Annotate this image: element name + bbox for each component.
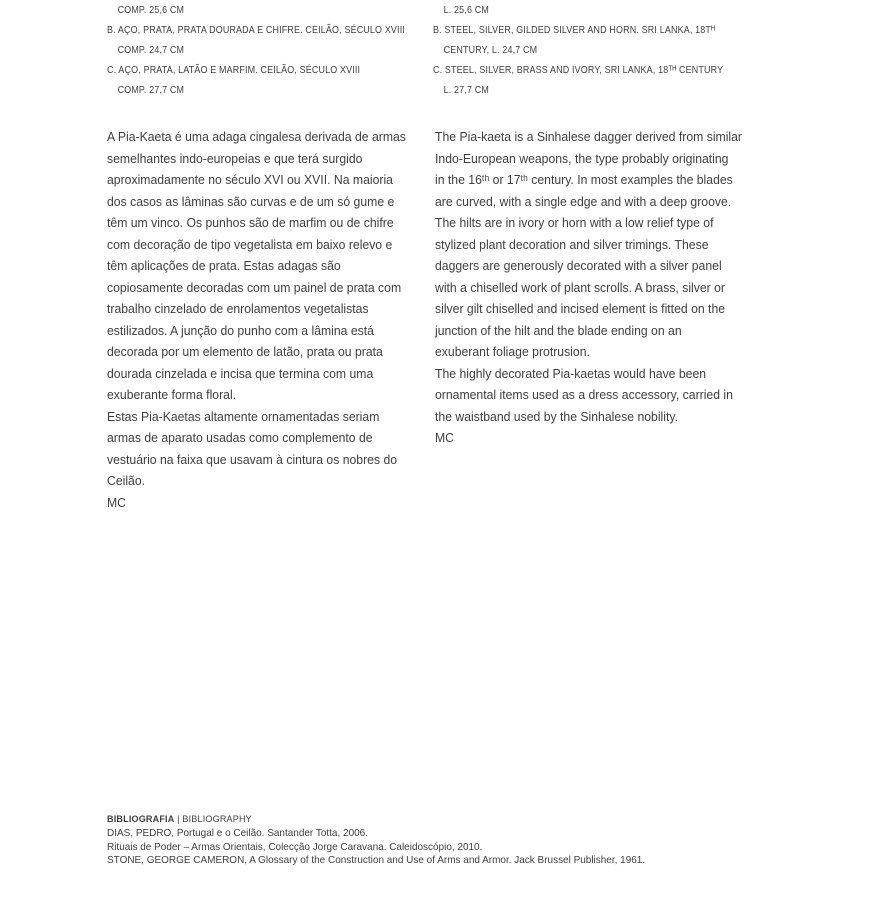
text-line: B. AÇO, PRATA, PRATA DOURADA E CHIFRE. CEILÃO, SÉCULO XVIII — [107, 24, 406, 36]
text-line: exuberant foliage protrusion. — [435, 344, 590, 359]
text-line: silver gilt chiselled and incised element is fitted on the — [435, 301, 726, 316]
text-line: with a chiselled work of plant scrolls. A brass, silver or — [435, 279, 726, 295]
text-line: daggers are generously decorated with a silver panel — [435, 258, 722, 273]
text-line: aproximadamente no século XVI ou XVII. Na maioria — [107, 172, 393, 187]
text-line: Ceilão. — [107, 473, 146, 488]
text-line: armas de aparato usadas como complemento de — [107, 430, 373, 445]
text-line: com decoração de tipo vegetalista em baixo relevo e — [107, 236, 393, 252]
text-line: semelhantes indo-europeias e que terá surgido — [107, 150, 363, 166]
text-line: dos casos as lâminas são curvas e de um só gume e — [107, 193, 395, 209]
text-line: C. STEEL, SILVER, BRASS AND IVORY, SRI LANKA, 18ᵀᴴ CENTURY — [433, 64, 724, 76]
text-line: COMP. 27,7 CM — [107, 84, 185, 96]
text-line: CENTURY, L. 24,7 CM — [433, 44, 538, 56]
text-line: B. STEEL, SILVER, GILDED SILVER AND HORN. SRI LANKA, 18Tᴴ — [433, 24, 716, 36]
text-line: stylized plant decoration and silver trimings. These — [435, 236, 709, 252]
text-line: têm um vinco. Os punhos são de marfim ou de chifre — [107, 215, 394, 230]
text-line: COMP. 25,6 CM — [107, 4, 185, 16]
text-line: A Pia-Kaeta é uma adaga cingalesa derivada de armas — [107, 129, 406, 144]
bibliography-heading — [107, 813, 645, 827]
text-line: C. AÇO, PRATA, LATÃO E MARFIM. CEILÃO, SÉCULO XVIII — [107, 64, 361, 76]
text-line: ornamental items used as a dress accessory, carried in — [435, 387, 733, 402]
text-line: Indo-European weapons, the type probably originating — [435, 150, 729, 166]
caption-english — [433, 0, 774, 100]
body-text-portuguese — [107, 126, 425, 513]
bibliography — [107, 813, 673, 868]
text-line: decorada por um elemento de latão, prata ou prata — [107, 344, 383, 359]
text-line: The hilts are in ivory or horn with a low relief type of — [435, 215, 714, 230]
text-line: exuberante forma floral. — [107, 387, 237, 402]
bibliography-entries — [107, 827, 673, 868]
caption-portuguese — [107, 0, 458, 100]
text-line: The highly decorated Pia-kaetas would have been — [435, 365, 707, 381]
text-line: in the 16ᵗʰ or 17ᵗʰ century. In most examples the blades — [435, 172, 733, 187]
text-line: trabalho cinzelado de enrolamentos vegetalistas — [107, 301, 369, 316]
text-line: Estas Pia-Kaetas altamente ornamentadas seriam — [107, 408, 380, 424]
text-line: COMP. 24,7 CM — [107, 44, 185, 56]
text-line: STONE, GEORGE CAMERON, A Glossary of the Construction and Use of Arms and Armor. Jack Brussel Publisher, 1961. — [107, 854, 646, 866]
bibliography-heading-portuguese: BIBLIOGRAFIA — [107, 814, 175, 825]
bibliography-heading-english: | BIBLIOGRAPHY — [174, 814, 252, 825]
text-line: MC — [435, 430, 455, 445]
text-line: L. 25,6 CM — [433, 4, 489, 16]
text-line: The Pia-kaeta is a Sinhalese dagger derived from similar — [435, 129, 743, 144]
text-line: DIAS, PEDRO, Portugal e o Ceilão. Santander Totta, 2006. — [107, 827, 368, 839]
text-line: vestuário na faixa que usavam à cintura os nobres do — [107, 451, 398, 467]
body-text-english — [435, 126, 762, 449]
text-line: copiosamente decoradas com um painel de prata com — [107, 279, 402, 295]
text-line: the waistband used by the Sinhalese nobility. — [435, 408, 678, 424]
text-line: Rituais de Poder – Armas Orientais, Colecção Jorge Caravana. Caleidoscópio, 2010. — [107, 840, 483, 853]
text-line: junction of the hilt and the blade ending on an — [435, 322, 682, 338]
text-line: are curved, with a single edge and with a deep groove. — [435, 193, 732, 209]
text-line: MC — [107, 494, 127, 510]
text-line: dourada cinzelada e incisa que termina com uma — [107, 365, 374, 381]
text-line: estilizados. A junção do punho com a lâmina está — [107, 322, 374, 338]
text-line: têm aplicações de prata. Estas adagas são — [107, 258, 341, 273]
text-line: L. 27,7 CM — [433, 84, 489, 96]
